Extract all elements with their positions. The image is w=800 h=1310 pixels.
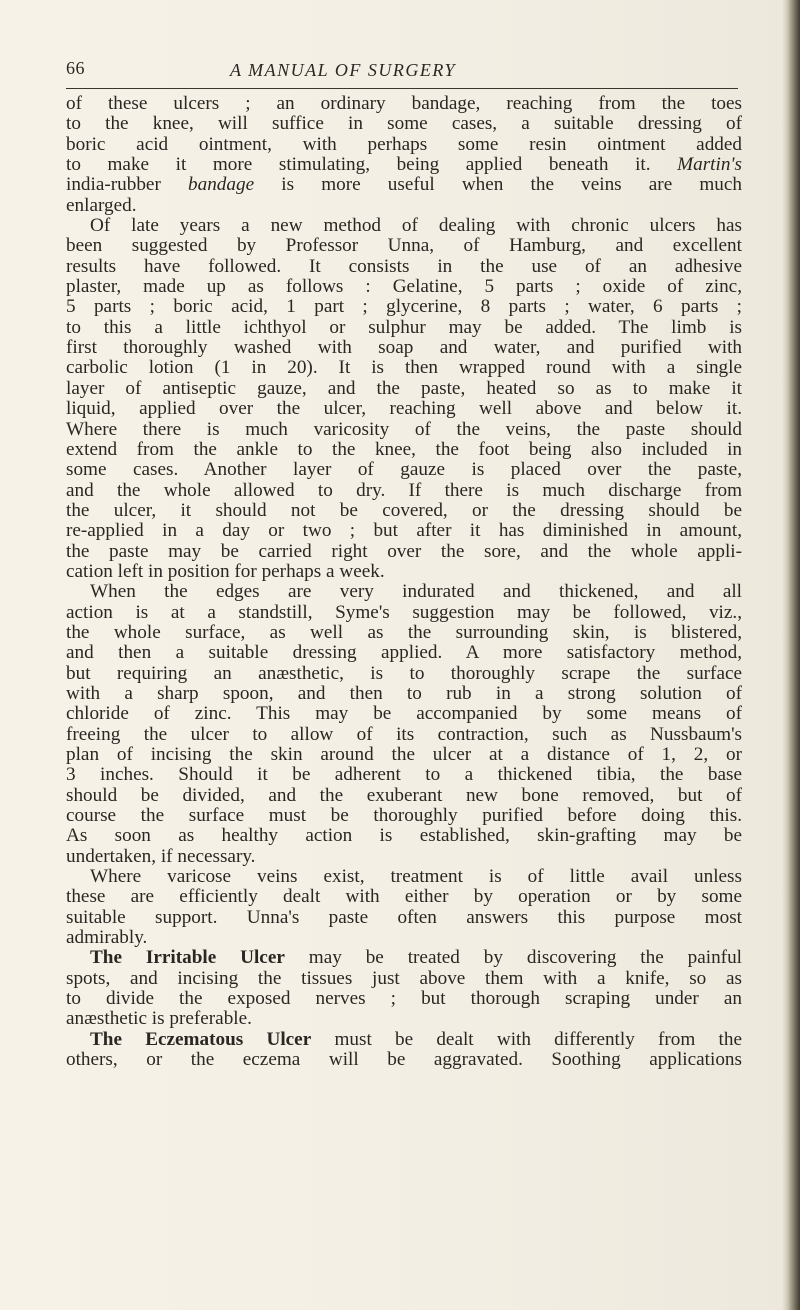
text-line: first thoroughly washed with soap and water, and purified with: [66, 337, 742, 359]
text-line: undertaken, if necessary.: [66, 845, 256, 867]
text-line: anæsthetic is preferable.: [66, 1008, 252, 1030]
text-line: of these ulcers ; an ordinary bandage, reaching from the toes: [66, 93, 742, 114]
text-line: to the knee, will suffice in some cases, a suitable dressing of: [66, 113, 742, 135]
text-line: chloride of zinc. This may be accompanied by some means of: [66, 703, 742, 725]
text-line: plaster, made up as follows : Gelatine, 5 parts ; oxide of zinc,: [66, 276, 742, 298]
text-line: 3 inches. Should it be adherent to a thickened tibia, the base: [66, 764, 742, 786]
text-line: The Eczematous Ulcer must be dealt with differently from the: [90, 1028, 742, 1050]
text-line: carbolic lotion (1 in 20). It is then wrapped round with a single: [66, 357, 742, 379]
text-line: re-applied in a day or two ; but after it has diminished in amount,: [66, 520, 742, 542]
text-line: Of late years a new method of dealing with chronic ulcers has: [90, 215, 742, 237]
text-line: should be divided, and the exuberant new bone removed, but of: [66, 784, 742, 806]
bandage-italic: bandage: [188, 174, 255, 196]
martins-italic: Martin's: [677, 154, 742, 176]
text-line: Where there is much varicosity of the veins, the paste should: [66, 418, 742, 440]
text-line: to make it more stimulating, being applied beneath it. Martin's: [66, 154, 742, 176]
irritable-ulcer-heading: The Irritable Ulcer: [90, 947, 285, 969]
text-line: The Irritable Ulcer may be treated by discovering the painful: [90, 947, 742, 969]
text-line: the ulcer, it should not be covered, or the dressing should be: [66, 499, 742, 521]
text-line: spots, and incising the tissues just above them with a knife, so as: [66, 967, 742, 989]
page-number: 66: [66, 58, 85, 78]
eczematous-ulcer-heading: The Eczematous Ulcer: [90, 1028, 312, 1050]
text-line: some cases. Another layer of gauze is placed over the paste,: [66, 459, 742, 481]
text-line: the whole surface, as well as the surrounding skin, is blistered,: [66, 621, 742, 643]
text-line: suitable support. Unna's paste often answers this purpose most: [66, 906, 742, 928]
body-text: [66, 94, 742, 1071]
running-head: A MANUAL OF SURGERY: [230, 60, 457, 80]
text-line: 5 parts ; boric acid, 1 part ; glycerine, 8 parts ; water, 6 parts ;: [66, 296, 742, 318]
text-line: cation left in position for perhaps a week.: [66, 560, 385, 582]
text-line: to this a little ichthyol or sulphur may be added. The limb is: [66, 316, 742, 338]
text-line: Where varicose veins exist, treatment is of little avail unless: [90, 866, 742, 888]
text-line: to divide the exposed nerves ; but thorough scraping under an: [66, 988, 742, 1010]
text-line: extend from the ankle to the knee, the foot being also included in: [66, 438, 742, 460]
text-line: boric acid ointment, with perhaps some resin ointment added: [66, 133, 742, 155]
text-line: india-rubber bandage is more useful when the veins are much: [66, 174, 742, 196]
text-line: but requiring an anæsthetic, is to thoroughly scrape the surface: [66, 662, 742, 684]
text-line: As soon as healthy action is established, skin-grafting may be: [66, 825, 742, 847]
text-line: plan of incising the skin around the ulcer at a distance of 1, 2, or: [66, 744, 742, 765]
header-rule: [66, 88, 738, 89]
text-line: liquid, applied over the ulcer, reaching well above and below it.: [66, 398, 742, 420]
text-line: action is at a standstill, Syme's suggestion may be followed, viz.,: [66, 601, 742, 623]
text-line: others, or the eczema will be aggravated. Soothing applications: [66, 1049, 742, 1071]
text-line: When the edges are very indurated and thickened, and all: [90, 581, 742, 603]
text-line: layer of antiseptic gauze, and the paste, heated so as to make it: [66, 377, 742, 399]
text-line: enlarged.: [66, 194, 137, 216]
text-line: been suggested by Professor Unna, of Hamburg, and excellent: [66, 235, 742, 257]
text-line: course the surface must be thoroughly purified before doing this.: [66, 805, 742, 827]
text-line: and the whole allowed to dry. If there is much discharge from: [66, 479, 742, 501]
text-line: admirably.: [66, 927, 148, 949]
text-line: and then a suitable dressing applied. A more satisfactory method,: [66, 642, 742, 664]
page-edge-shadow: [782, 0, 800, 1310]
text-line: results have followed. It consists in the use of an adhesive: [66, 255, 742, 277]
text-line: the paste may be carried right over the sore, and the whole appli-: [66, 540, 742, 562]
text-line: these are efficiently dealt with either by operation or by some: [66, 886, 742, 908]
text-line: freeing the ulcer to allow of its contraction, such as Nussbaum's: [66, 723, 742, 745]
text-line: with a sharp spoon, and then to rub in a strong solution of: [66, 682, 742, 704]
